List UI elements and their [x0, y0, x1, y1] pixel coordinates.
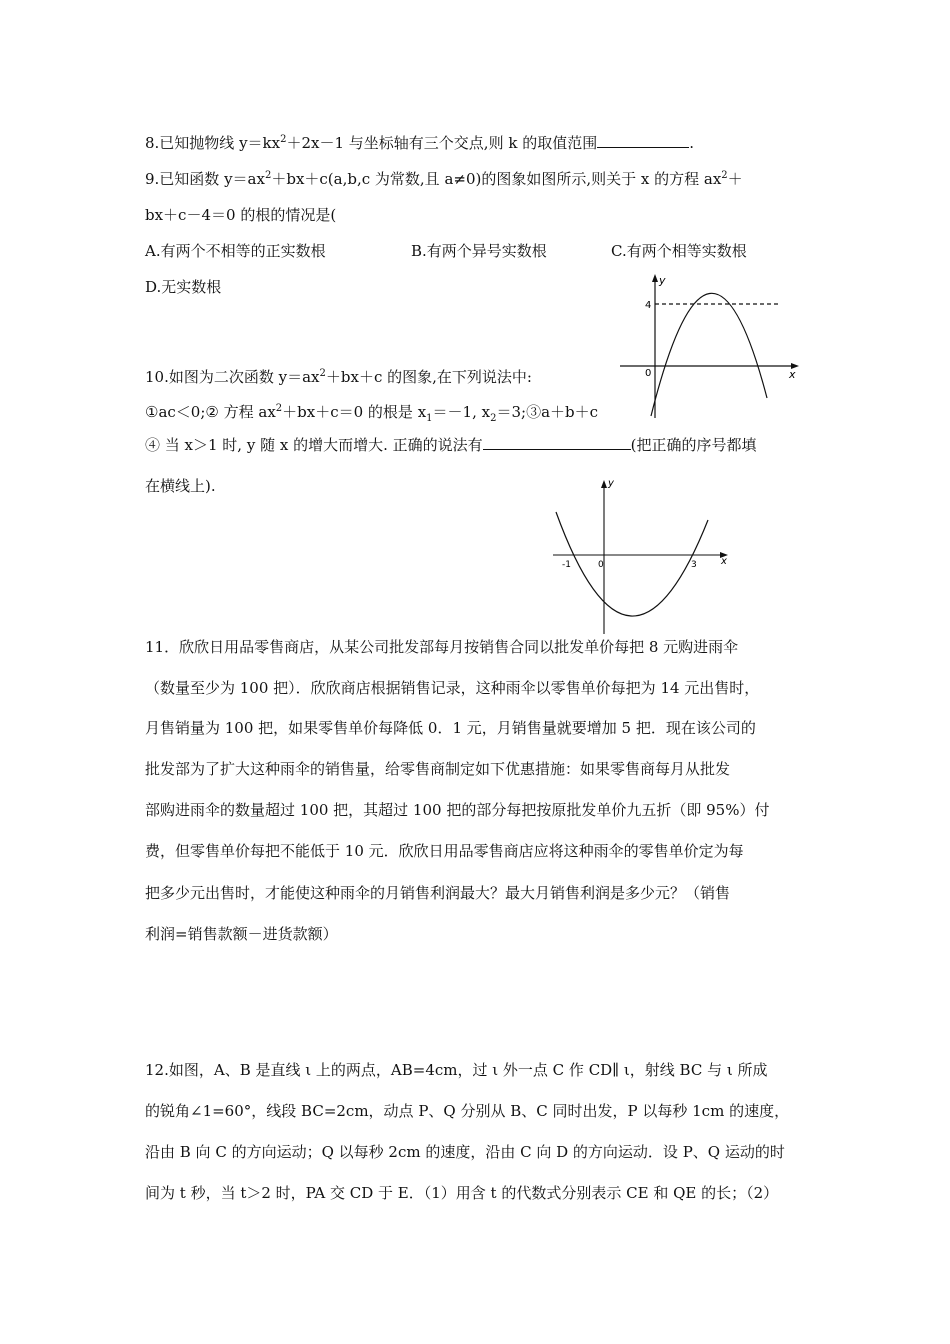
q11-line-4: 批发部为了扩大这种雨伞的销售量，给零售商制定如下优惠措施：如果零售商每月从批发 [145, 760, 731, 778]
q10-parabola-curve [556, 512, 708, 616]
q9-text-a: 9.已知函数 y＝ax [145, 170, 265, 188]
q10-parabola-graph [548, 476, 738, 636]
q10-origin-label: 0 [598, 560, 604, 570]
q9-parabola-curve [651, 293, 767, 416]
q12-line-3: 沿由 B 向 C 的方向运动；Q 以每秒 2cm 的速度，沿由 C 向 D 的方向运动．设 P、Q 运动的时 [145, 1143, 785, 1161]
question-10-line-2 [145, 399, 598, 429]
question-10-line-1 [145, 364, 532, 387]
q11-line-2: （数量至少为 100 把）．欣欣商店根据销售记录，这种雨伞以零售单价每把为 14 元出售时， [145, 679, 760, 697]
q9-option-a: A.有两个不相等的正实数根 [145, 242, 326, 260]
q10-sup-2: 2 [275, 403, 283, 414]
q9-y-label: y [659, 274, 666, 287]
question-10-line-3 [145, 435, 756, 455]
q9-text-b: ＋bx＋c(a,b,c 为常数,且 a≠0)的图象如图所示,则关于 x 的方程 ax [271, 170, 722, 188]
q9-option-d: D.无实数根 [145, 278, 222, 296]
question-9-line-1 [145, 166, 743, 189]
q11-line-3: 月售销量为 100 把，如果零售单价每降低 0．1 元，月销售量就要增加 5 把．现在该公司的 [145, 719, 756, 737]
q10-text-c: ①ac＜0;② 方程 ax [145, 403, 276, 421]
q9-sup-1: 2 [264, 170, 272, 181]
q10-text-b: ＋bx＋c 的图象,在下列说法中: [325, 368, 532, 386]
q9-y-arrow [652, 274, 658, 282]
q10-answer-blank[interactable] [483, 435, 631, 450]
q9-option-b: B.有两个异号实数根 [411, 242, 547, 260]
q11-line-5: 部购进雨伞的数量超过 100 把，其超过 100 把的部分每把按原批发单价九五折（即 95%）付 [145, 801, 770, 819]
q9-parabola-graph [615, 270, 805, 420]
q10-text-a: 10.如图为二次函数 y＝ax [145, 368, 320, 386]
q9-level-label: 4 [645, 300, 652, 311]
q12-line-4: 间为 t 秒，当 t＞2 时，PA 交 CD 于 E．（1）用含 t 的代数式分别表示 CE 和 QE 的长；（2） [145, 1184, 779, 1202]
q8-text-a: 8.已知抛物线 y＝kx [145, 134, 281, 152]
q10-text-f: ＝3;③a＋b＋c [496, 403, 599, 421]
q9-option-c: C.有两个相等实数根 [611, 242, 747, 260]
q8-answer-blank[interactable] [597, 133, 689, 148]
q10-sup-1: 2 [319, 368, 326, 379]
q11-line-7: 把多少元出售时，才能使这种雨伞的月销售利润最大？最大月销售利润是多少元？（销售 [145, 884, 731, 902]
question-9-line-2: bx＋c－4＝0 的根的情况是( [145, 206, 337, 224]
q12-line-1: 12.如图，A、B 是直线 ι 上的两点，AB=4cm，过 ι 外一点 C 作 CD∥ ι，射线 BC 与 ι 所成 [145, 1061, 768, 1079]
q10-left-root-label: -1 [562, 560, 571, 570]
q11-line-6: 费，但零售单价每把不能低于 10 元．欣欣日用品零售商店应将这种雨伞的零售单价定为每 [145, 842, 744, 860]
q10-text-e: ＝－1, x [432, 403, 491, 421]
q11-line-8: 利润=销售款额－进货款额） [145, 925, 338, 943]
q10-text-d: ＋bx＋c＝0 的根是 x [282, 403, 427, 421]
q10-right-root-label: 3 [691, 560, 697, 570]
q12-line-2: 的锐角∠1=60°，线段 BC=2cm，动点 P、Q 分别从 B、C 同时出发，P 以每秒 1cm 的速度， [145, 1102, 790, 1120]
q9-sup-2: 2 [721, 170, 728, 181]
q10-sub-2: 2 [490, 413, 497, 424]
q10-text-h: (把正确的序号都填 [630, 436, 757, 454]
q9-origin-label: 0 [645, 368, 652, 379]
q10-sub-1: 1 [426, 413, 433, 424]
q11-line-1: 11．欣欣日用品零售商店，从某公司批发部每月按销售合同以批发单价每把 8 元购进雨伞 [145, 638, 739, 656]
q8-sup: 2 [280, 134, 287, 145]
q10-x-label: x [721, 556, 727, 567]
q9-text-c: ＋ [727, 170, 743, 188]
q10-y-label: y [608, 478, 614, 489]
question-8 [145, 130, 694, 153]
q10-text-g: ④ 当 x＞1 时, y 随 x 的增大而增大. 正确的说法有 [145, 436, 483, 454]
q9-x-label: x [789, 368, 796, 381]
q8-text-b: ＋2x－1 与坐标轴有三个交点,则 k 的取值范围 [286, 134, 598, 152]
q8-end: . [689, 134, 694, 152]
question-10-line-4: 在横线上). [145, 477, 216, 495]
q10-y-arrow [601, 480, 607, 488]
